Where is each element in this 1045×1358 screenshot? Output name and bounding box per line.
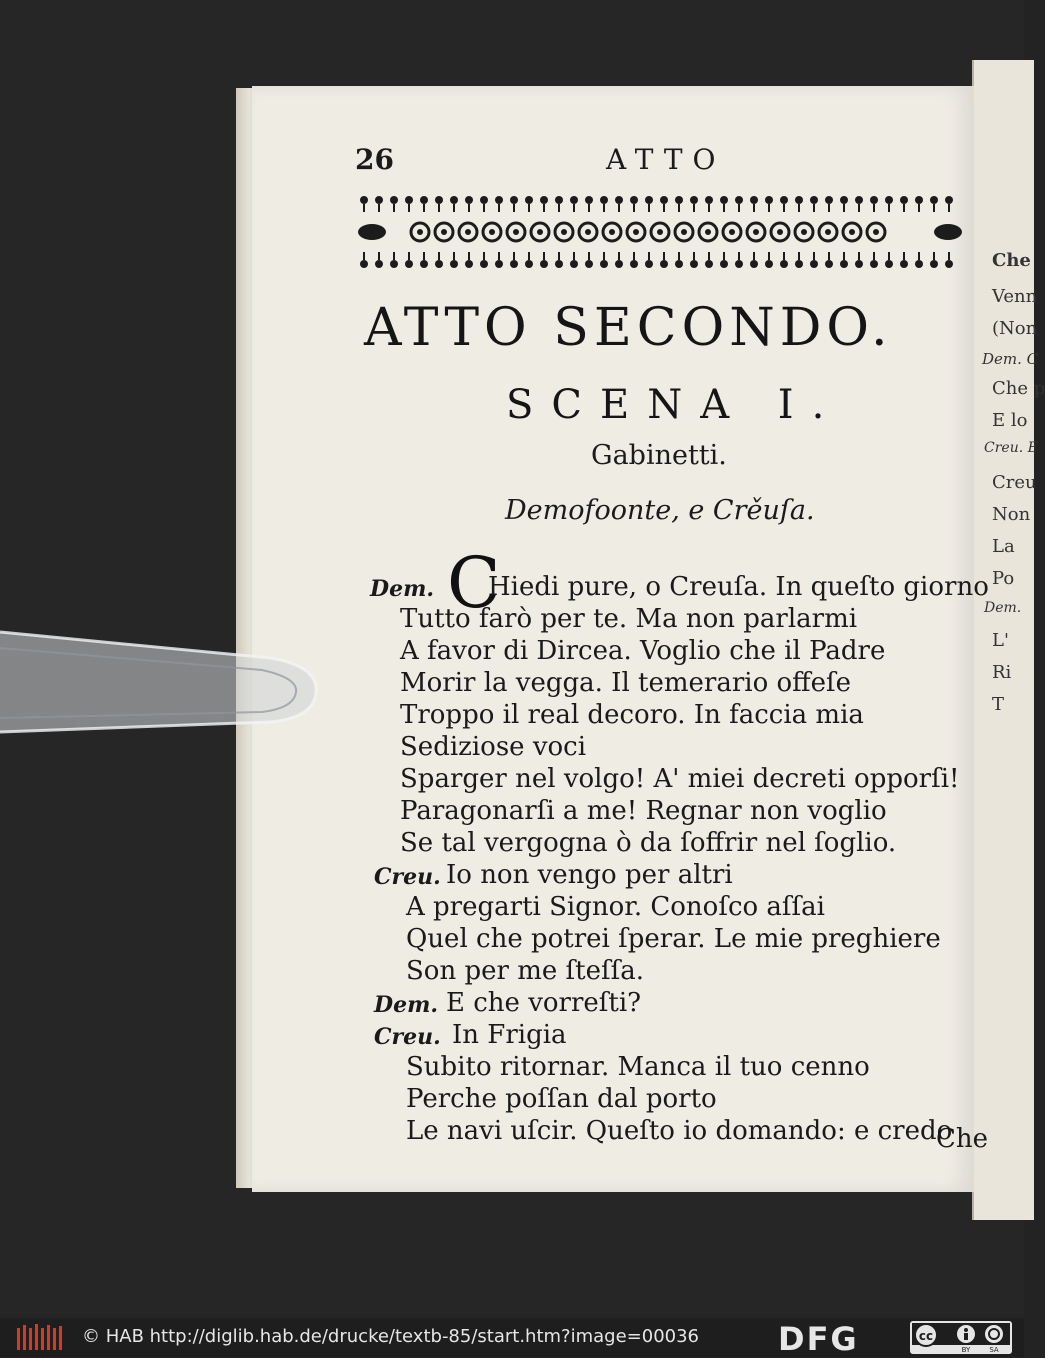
verse-line: A favor di Dircea. Voglio che il Padre	[400, 636, 886, 666]
running-head: ATTO	[606, 143, 726, 176]
source-link[interactable]: © HAB http://diglib.hab.de/drucke/textb-85/start.htm?image=00036	[82, 1326, 700, 1347]
verse-line: Troppo il real decoro. In faccia mia	[400, 700, 864, 730]
next-page-text: E lo	[992, 410, 1028, 431]
hab-logo-icon	[16, 1322, 66, 1352]
next-page-text: La	[992, 536, 1015, 557]
act-title: ATTO SECONDO.	[364, 298, 893, 358]
next-page-fragment	[972, 60, 1045, 1220]
verse-line: Sediziose voci	[400, 732, 587, 762]
speaker-label: Creu.	[374, 1024, 441, 1050]
verse-line: In Frigia	[452, 1020, 567, 1050]
verse-line: A pregarti Signor. Conoſco aſſai	[406, 892, 825, 922]
svg-text:cc: cc	[918, 1329, 934, 1343]
verse-line: Son per me ſteſſa.	[406, 956, 644, 986]
next-page-text: Creu	[992, 472, 1037, 493]
speaker-label: Dem.	[374, 992, 439, 1018]
next-page-text: Non	[992, 504, 1031, 525]
verse-line: Tutto farò per te. Ma non parlarmi	[400, 604, 858, 634]
next-page-text: Che p	[992, 378, 1045, 399]
next-page-text: Dem.	[984, 600, 1022, 616]
scene-title: SCENA I.	[506, 382, 843, 428]
verse-line: Se tal vergogna ò da ſoffrir nel ſoglio.	[400, 828, 897, 858]
next-page-text: Dem. C	[982, 350, 1039, 368]
license-sa-label: SA	[989, 1346, 999, 1354]
speaker-label: Creu.	[374, 864, 441, 890]
next-page-text: T	[992, 694, 1005, 715]
next-page-text: Ri	[992, 662, 1012, 683]
page-clip-icon	[0, 622, 320, 740]
ornament-band-icon	[358, 190, 962, 274]
verse-line: Perche poſſan dal porto	[406, 1084, 717, 1114]
next-page-text: Po	[992, 568, 1015, 589]
verse-line: Quel che potrei ſperar. Le mie preghiere	[406, 924, 941, 954]
verse-line: Subito ritornar. Manca il tuo cenno	[406, 1052, 870, 1082]
next-page-text: Venn	[992, 286, 1038, 307]
scene-characters: Demofoonte, e Crěuſa.	[505, 495, 815, 526]
verse-line: E che vorreſti?	[446, 988, 642, 1018]
catchword: Che	[936, 1124, 989, 1154]
dfg-logo: DFG	[778, 1320, 859, 1358]
verse-line: Paragonarſi a me! Regnar non voglio	[400, 796, 887, 826]
scene-setting: Gabinetti.	[591, 440, 727, 471]
verse-line: Sparger nel volgo! A' miei decreti opporſi!	[400, 764, 960, 794]
verse-line: Hiedi pure, o Creuſa. In queſto giorno	[488, 572, 989, 602]
drop-cap: C	[447, 542, 501, 624]
next-page-text: Che	[992, 250, 1031, 271]
speaker-label: Dem.	[370, 576, 435, 602]
verse-line: Le navi uſcir. Queſto io domando: e credo	[406, 1116, 953, 1146]
next-page-text: (Non	[992, 318, 1038, 339]
viewer-footer	[0, 1318, 1024, 1357]
cc-license-icon[interactable]	[910, 1321, 1012, 1354]
license-by-label: BY	[961, 1346, 971, 1354]
verse-line: Io non vengo per altri	[446, 860, 733, 890]
verse-line: Morir la vegga. Il temerario offeſe	[400, 668, 852, 698]
next-page-text: L'	[992, 630, 1009, 651]
next-page-text: Creu. E	[984, 440, 1038, 456]
page-number: 26	[355, 143, 394, 176]
